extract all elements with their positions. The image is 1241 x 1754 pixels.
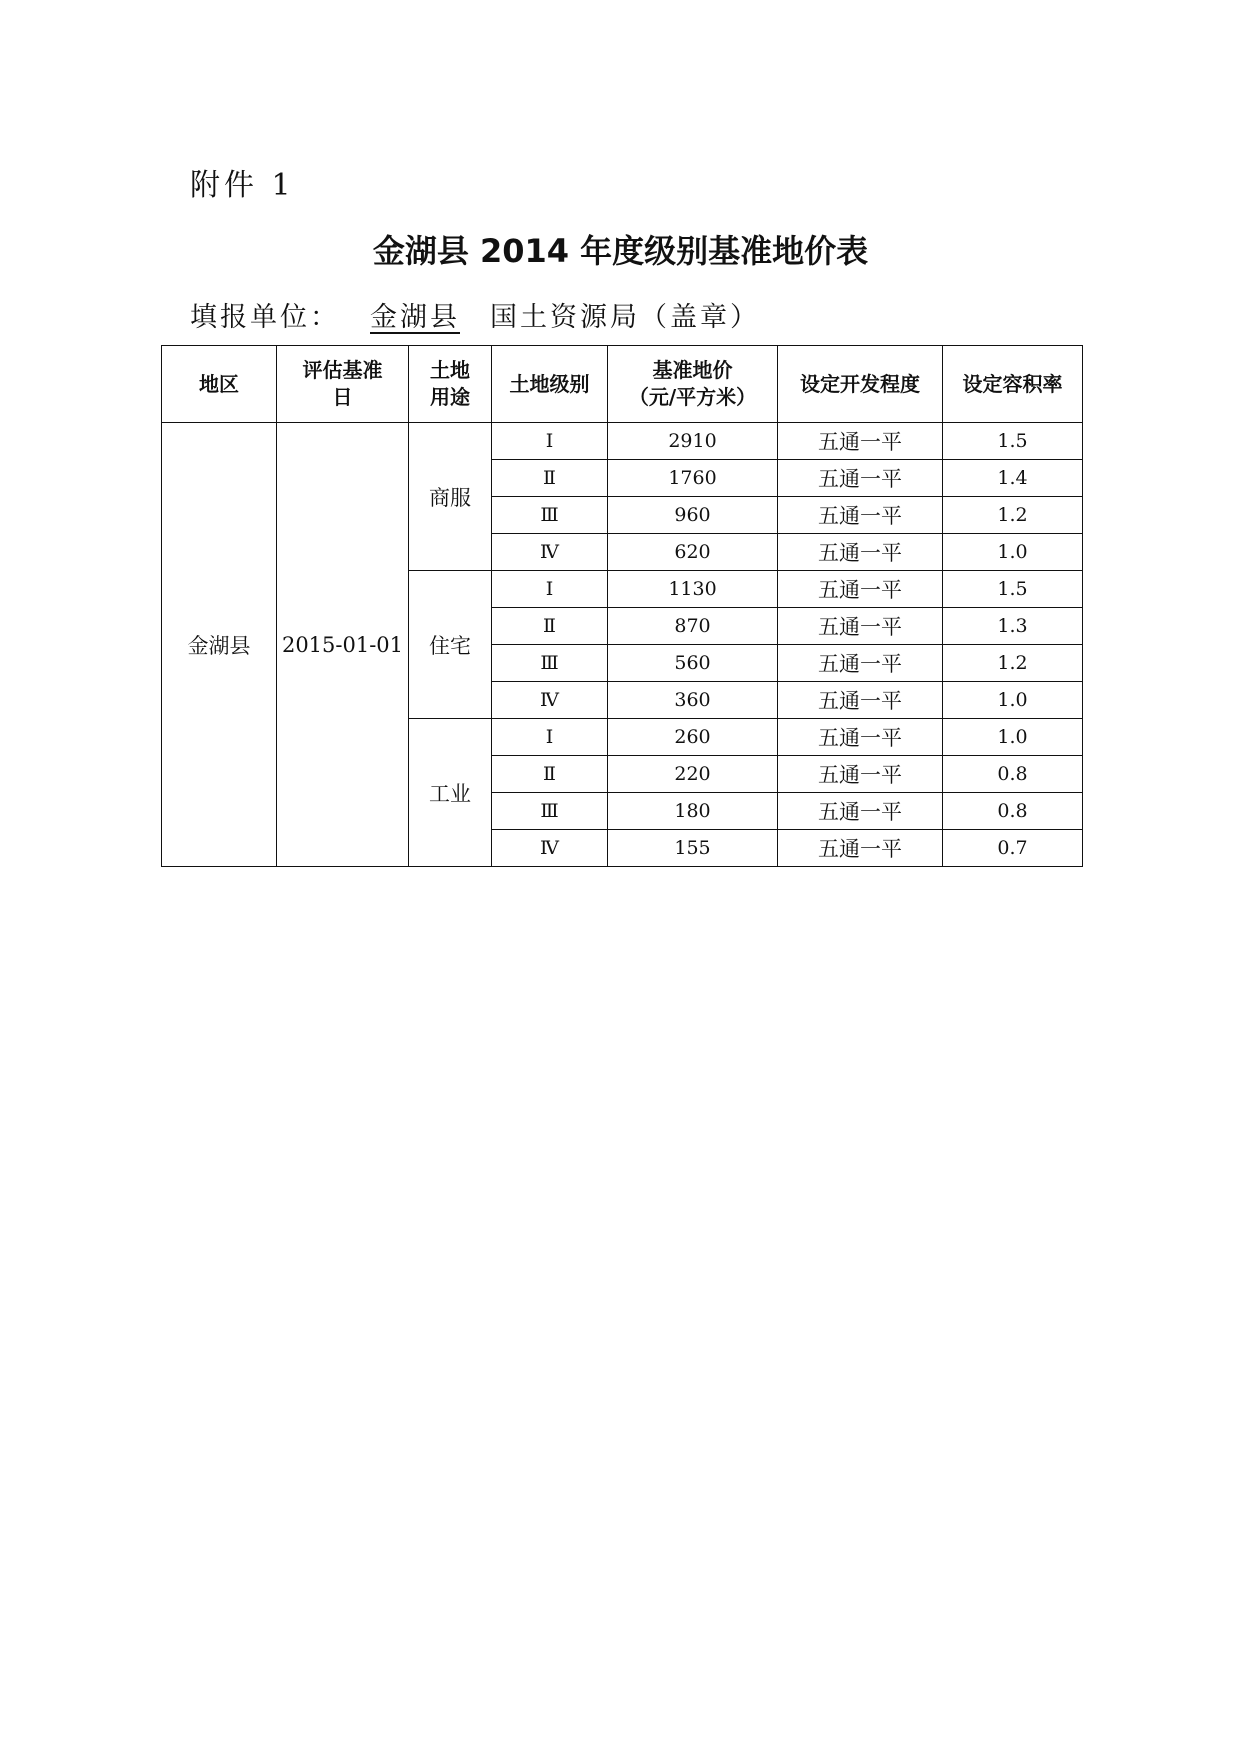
price-cell: 870	[608, 608, 778, 645]
development-cell: 五通一平	[778, 497, 943, 534]
far-cell: 1.5	[943, 423, 1083, 460]
reporting-unit-suffix: 国土资源局（盖章）	[490, 302, 760, 333]
far-cell: 1.0	[943, 719, 1083, 756]
price-cell: 960	[608, 497, 778, 534]
development-cell: 五通一平	[778, 645, 943, 682]
land-use-cell: 商服	[409, 423, 492, 571]
far-cell: 1.5	[943, 571, 1083, 608]
price-cell: 620	[608, 534, 778, 571]
header-land-use: 土地 用途	[409, 346, 492, 423]
grade-cell: Ⅳ	[492, 534, 608, 571]
header-region: 地区	[162, 346, 277, 423]
development-cell: 五通一平	[778, 571, 943, 608]
region-cell: 金湖县	[162, 423, 277, 867]
table-row	[162, 423, 1083, 460]
attachment-label: 附件 1	[190, 168, 295, 203]
price-cell: 360	[608, 682, 778, 719]
header-far: 设定容积率	[943, 346, 1083, 423]
grade-cell: Ⅲ	[492, 497, 608, 534]
land-use-cell: 住宅	[409, 571, 492, 719]
development-cell: 五通一平	[778, 534, 943, 571]
price-cell: 260	[608, 719, 778, 756]
grade-cell: Ⅲ	[492, 793, 608, 830]
far-cell: 1.2	[943, 497, 1083, 534]
grade-cell: Ⅱ	[492, 608, 608, 645]
header-grade: 土地级别	[492, 346, 608, 423]
land-price-table	[161, 345, 1083, 867]
far-cell: 0.7	[943, 830, 1083, 867]
grade-cell: Ⅱ	[492, 460, 608, 497]
grade-cell: Ⅱ	[492, 756, 608, 793]
development-cell: 五通一平	[778, 756, 943, 793]
price-cell: 155	[608, 830, 778, 867]
page-title: 金湖县 2014 年度级别基准地价表	[372, 232, 869, 270]
reporting-unit-label: 填报单位：	[190, 302, 340, 333]
grade-cell: Ⅰ	[492, 571, 608, 608]
table-header-row	[162, 346, 1083, 423]
price-cell: 2910	[608, 423, 778, 460]
grade-cell: Ⅰ	[492, 719, 608, 756]
development-cell: 五通一平	[778, 719, 943, 756]
eval-date-cell: 2015-01-01	[277, 423, 409, 867]
development-cell: 五通一平	[778, 460, 943, 497]
price-cell: 1760	[608, 460, 778, 497]
far-cell: 1.3	[943, 608, 1083, 645]
grade-cell: Ⅰ	[492, 423, 608, 460]
price-cell: 220	[608, 756, 778, 793]
far-cell: 1.0	[943, 682, 1083, 719]
development-cell: 五通一平	[778, 793, 943, 830]
price-cell: 1130	[608, 571, 778, 608]
reporting-unit-line	[190, 295, 760, 334]
far-cell: 1.4	[943, 460, 1083, 497]
development-cell: 五通一平	[778, 608, 943, 645]
grade-cell: Ⅲ	[492, 645, 608, 682]
land-use-cell: 工业	[409, 719, 492, 867]
reporting-unit-name: 金湖县	[370, 302, 460, 333]
far-cell: 0.8	[943, 793, 1083, 830]
grade-cell: Ⅳ	[492, 830, 608, 867]
header-price: 基准地价 （元/平方米）	[608, 346, 778, 423]
header-eval-date: 评估基准 日	[277, 346, 409, 423]
far-cell: 1.2	[943, 645, 1083, 682]
price-cell: 180	[608, 793, 778, 830]
far-cell: 1.0	[943, 534, 1083, 571]
far-cell: 0.8	[943, 756, 1083, 793]
header-development: 设定开发程度	[778, 346, 943, 423]
development-cell: 五通一平	[778, 423, 943, 460]
price-cell: 560	[608, 645, 778, 682]
development-cell: 五通一平	[778, 830, 943, 867]
development-cell: 五通一平	[778, 682, 943, 719]
grade-cell: Ⅳ	[492, 682, 608, 719]
